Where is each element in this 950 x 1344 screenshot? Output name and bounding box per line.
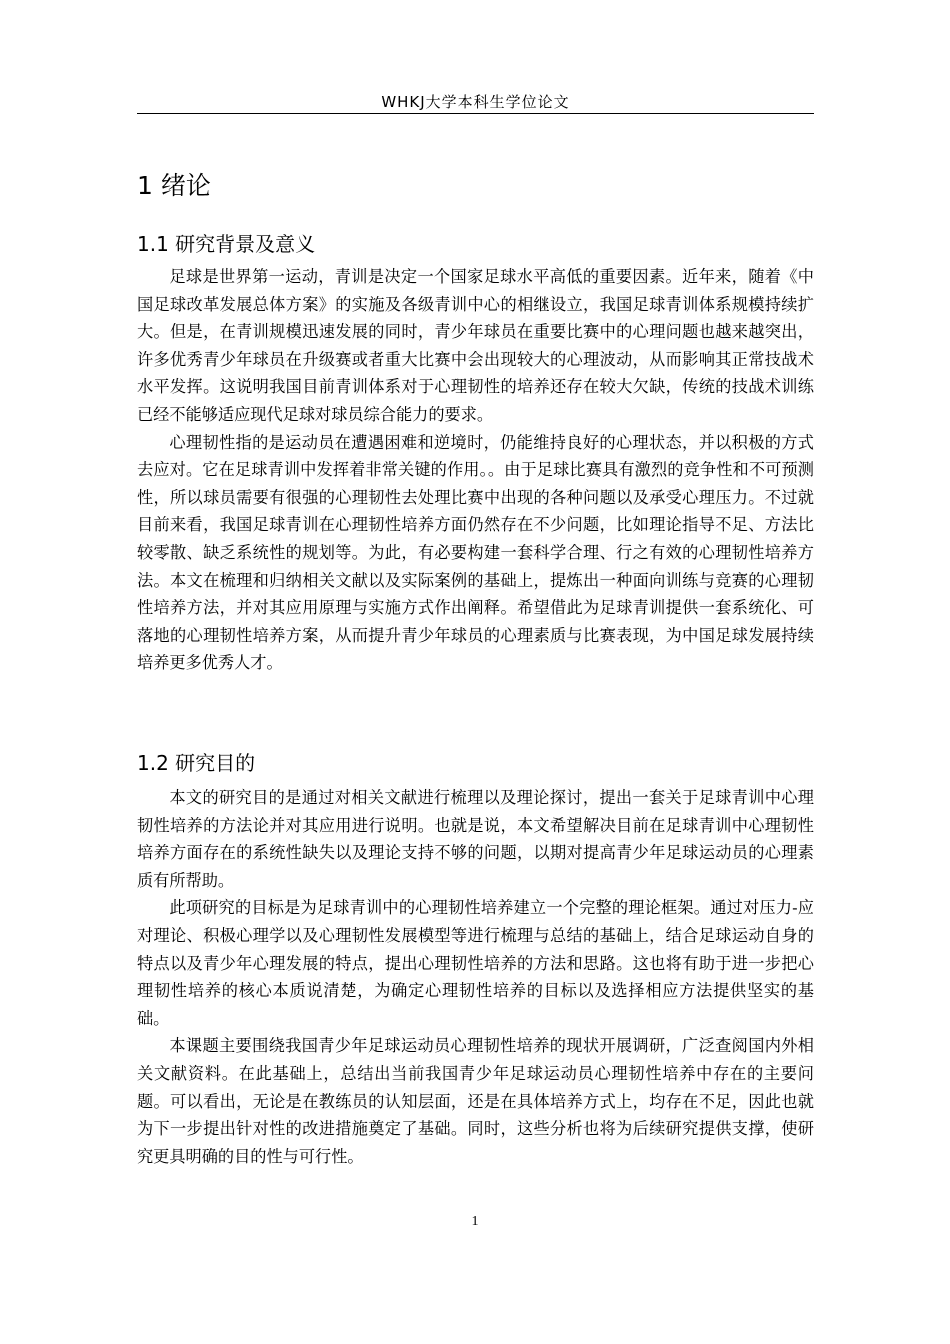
paragraph: 心理韧性指的是运动员在遭遇困难和逆境时，仍能维持良好的心理状态，并以积极的方式去应对。它在足球青训中发挥着非常关键的作用。。由于足球比赛具有激烈的竞争性和不可预测性，所以球员需要有很强的心理韧性去处理比赛中出现的各种问题以及承受心理压力。不过就目前来看，我国足球青训在心理韧性培养方面仍然存在不少问题，比如理论指导不足、方法比较零散、缺乏系统性的规划等。为此，有必要构建一套科学合理、行之有效的心理韧性培养方法。本文在梳理和归纳相关文献以及实际案例的基础上，提炼出一种面向训练与竞赛的心理韧性培养方法，并对其应用原理与实施方式作出阐释。希望借此为足球青训提供一套系统化、可落地的心理韧性培养方案，从而提升青少年球员的心理素质与比赛表现，为中国足球发展持续培养更多优秀人才。: [137, 432, 814, 673]
paragraph: 此项研究的目标是为足球青训中的心理韧性培养建立一个完整的理论框架。通过对压力-应对理论、积极心理学以及心理韧性发展模型等进行梳理与总结的基础上，结合足球运动自身的特点以及青少年心理发展的特点，提出心理韧性培养的方法和思路。这也将有助于进一步把心理韧性培养的核心本质说清楚，为确定心理韧性培养的目标以及选择相应方法提供坚实的基础。: [137, 898, 814, 1028]
page-number: 1: [471, 1214, 479, 1229]
paragraph: 本文的研究目的是通过对相关文献进行梳理以及理论探讨，提出一套关于足球青训中心理韧性培养的方法论并对其应用进行说明。也就是说，本文希望解决目前在足球青训中心理韧性培养方面存在的系统性缺失以及理论支持不够的问题，以期对提高青少年足球运动员的心理素质有所帮助。: [137, 788, 814, 890]
header-rule: [137, 113, 814, 114]
paragraph: 本课题主要围绕我国青少年足球运动员心理韧性培养的现状开展调研，广泛查阅国内外相关文献资料。在此基础上，总结出当前我国青少年足球运动员心理韧性培养中存在的主要问题。可以看出，无论是在教练员的认知层面，还是在具体培养方式上，均存在不足，因此也就为下一步提出针对性的改进措施奠定了基础。同时，这些分析也将为后续研究提供支撑，使研究更具明确的目的性与可行性。: [137, 1036, 814, 1166]
section-body-1-2: [137, 784, 814, 1170]
section-body-1-1: [137, 263, 814, 677]
paragraph: 足球是世界第一运动，青训是决定一个国家足球水平高低的重要因素。近年来，随着《中国足球改革发展总体方案》的实施及各级青训中心的相继设立，我国足球青训体系规模持续扩大。但是，在青训规模迅速发展的同时，青少年球员在重要比赛中的心理问题也越来越突出，许多优秀青少年球员在升级赛或者重大比赛中会出现较大的心理波动，从而影响其正常技战术水平发挥。这说明我国目前青训体系对于心理韧性的培养还存在较大欠缺，传统的技战术训练已经不能够适应现代足球对球员综合能力的要求。: [137, 267, 814, 424]
section-title-1-2: 1.2 研究目的: [137, 751, 256, 775]
running-header: WHKJ大学本科生学位论文: [381, 93, 570, 111]
chapter-title: 1 绪论: [137, 171, 211, 200]
section-title-1-1: 1.1 研究背景及意义: [137, 232, 316, 256]
